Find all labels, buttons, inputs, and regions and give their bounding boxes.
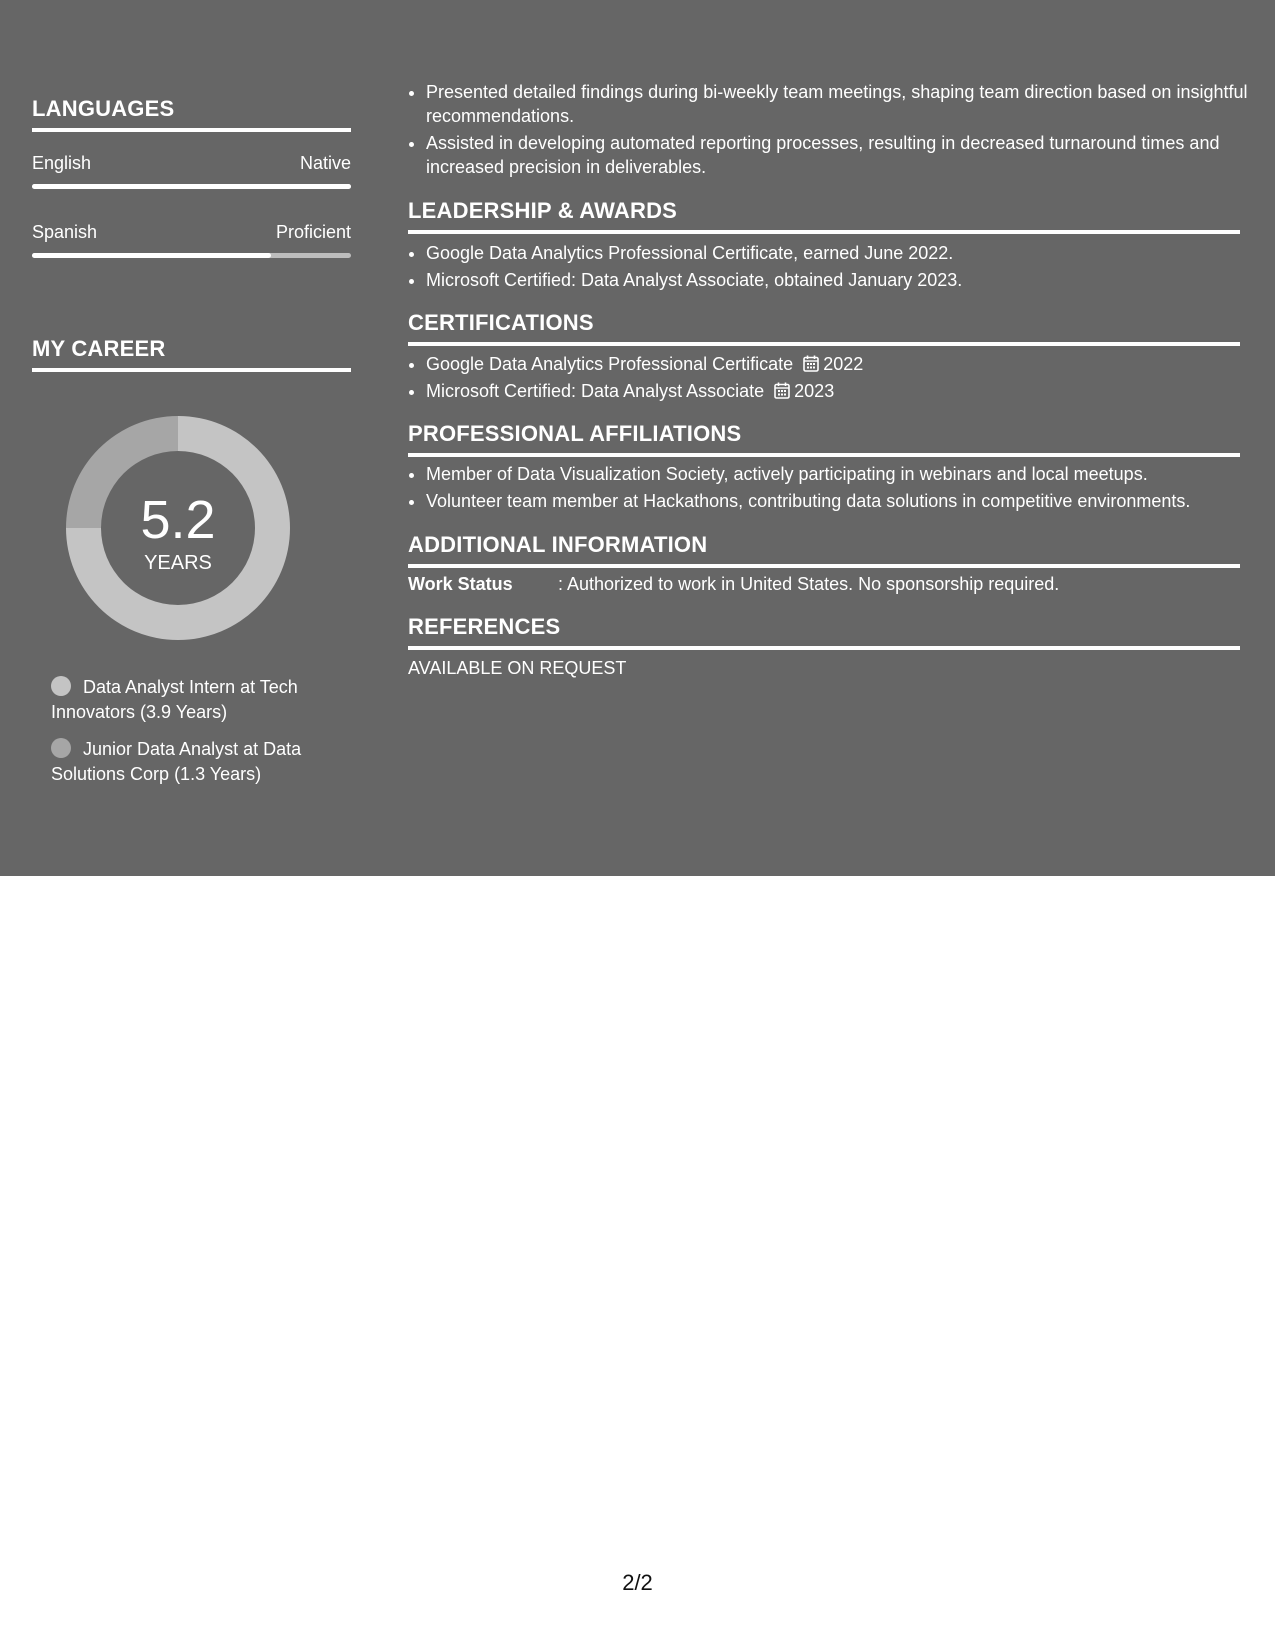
calendar-icon (774, 382, 790, 399)
career-heading: MY CAREER (32, 336, 351, 372)
languages-heading: LANGUAGES (32, 96, 351, 132)
career-total-unit: YEARS (144, 552, 212, 574)
work-status-value: : Authorized to work in United States. No sponsorship required. (558, 574, 1060, 594)
list-item: • Member of Data Visualization Society, actively participating in webinars and local meetups. (426, 462, 1258, 486)
additional-info-heading: ADDITIONAL INFORMATION (408, 532, 1240, 568)
work-status-row (408, 574, 1240, 595)
affiliations-heading: PROFESSIONAL AFFILIATIONS (408, 421, 1240, 457)
list-item: • Assisted in developing automated reporting processes, resulting in decreased turnaround times and increased precision in deliverables. (426, 131, 1258, 179)
career-legend-item (51, 737, 351, 787)
career-total-value: 5.2 (140, 490, 216, 550)
certification-name: Microsoft Certified: Data Analyst Associate (426, 381, 765, 401)
references-text: AVAILABLE ON REQUEST (408, 658, 627, 678)
language-bar (32, 184, 351, 189)
language-name: English (32, 153, 92, 173)
language-level: Proficient (275, 222, 351, 242)
language-bar-fill (32, 184, 351, 189)
list-item (426, 352, 1258, 376)
experience-bullets (408, 80, 1258, 182)
certifications-list (408, 352, 1258, 406)
list-item (426, 379, 1258, 403)
certification-year: 2023 (794, 381, 835, 401)
language-level: Native (299, 153, 351, 173)
legend-swatch (51, 738, 71, 758)
certifications-heading: CERTIFICATIONS (408, 310, 1240, 346)
certification-name: Google Data Analytics Professional Certificate (426, 354, 794, 374)
language-bar (32, 253, 351, 258)
legend-swatch (51, 676, 71, 696)
language-english (32, 153, 351, 189)
list-item: • Presented detailed findings during bi-weekly team meetings, shaping team direction based on insightful recommendations. (426, 80, 1258, 128)
list-item: • Google Data Analytics Professional Certificate, earned June 2022. (426, 241, 1258, 265)
language-name: Spanish (32, 222, 98, 242)
leadership-list (408, 241, 1258, 295)
career-legend-item (51, 675, 351, 725)
affiliations-list (408, 462, 1258, 516)
leadership-heading: LEADERSHIP & AWARDS (408, 198, 1240, 234)
legend-label: Data Analyst Intern at Tech Innovators (3.9 Years) (51, 677, 298, 722)
certification-year: 2022 (823, 354, 864, 374)
career-donut-chart (66, 416, 290, 640)
legend-label: Junior Data Analyst at Data Solutions Corp (1.3 Years) (51, 739, 302, 784)
calendar-icon (803, 355, 819, 372)
references-heading: REFERENCES (408, 614, 1240, 650)
list-item: • Microsoft Certified: Data Analyst Associate, obtained January 2023. (426, 268, 1258, 292)
language-spanish (32, 222, 351, 258)
language-bar-fill (32, 253, 271, 258)
page-number: 2/2 (622, 1570, 653, 1595)
work-status-label: Work Status (408, 574, 513, 594)
list-item: • Volunteer team member at Hackathons, contributing data solutions in competitive environments. (426, 489, 1258, 513)
